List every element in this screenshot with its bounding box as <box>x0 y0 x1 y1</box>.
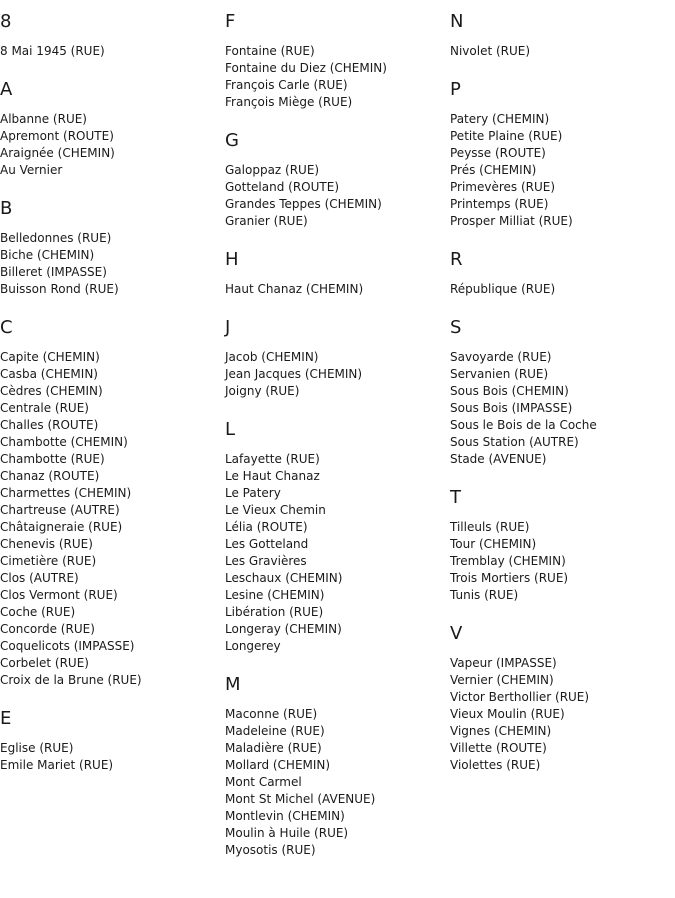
street-list <box>0 111 225 179</box>
section-letter-heading: E <box>0 708 12 729</box>
street-item: Longeray (CHEMIN) <box>225 622 342 636</box>
street-item: Apremont (ROUTE) <box>0 129 114 143</box>
street-item: Nivolet (RUE) <box>450 44 531 58</box>
street-list <box>225 162 450 230</box>
letter-section <box>450 487 675 604</box>
section-letter-heading: 8 <box>0 11 12 32</box>
section-letter-heading: C <box>0 317 13 338</box>
street-item: Joigny (RUE) <box>225 384 300 398</box>
street-item: Savoyarde (RUE) <box>450 350 552 364</box>
street-item: Vapeur (IMPASSE) <box>450 656 557 670</box>
street-item: Lélia (ROUTE) <box>225 520 308 534</box>
street-item: Les Gravières <box>225 554 307 568</box>
street-item: François Miège (RUE) <box>225 95 353 109</box>
section-letter-heading: L <box>225 419 236 440</box>
street-list <box>0 349 225 689</box>
street-item: Peysse (ROUTE) <box>450 146 546 160</box>
street-list <box>450 281 675 298</box>
street-item: Sous le Bois de la Coche <box>450 418 597 432</box>
street-item: Sous Bois (IMPASSE) <box>450 401 573 415</box>
street-item: Chanaz (ROUTE) <box>0 469 100 483</box>
letter-section <box>225 674 450 859</box>
street-list <box>450 349 675 468</box>
section-letter-heading: R <box>450 249 463 270</box>
letter-section <box>0 708 225 774</box>
street-list <box>450 519 675 604</box>
section-letter-heading: M <box>225 674 241 695</box>
street-item: Les Gotteland <box>225 537 309 551</box>
street-item: Emile Mariet (RUE) <box>0 758 114 772</box>
street-item: Tunis (RUE) <box>450 588 519 602</box>
street-item: Tremblay (CHEMIN) <box>450 554 566 568</box>
street-list <box>225 706 450 859</box>
letter-section <box>225 130 450 230</box>
street-item: Cimetière (RUE) <box>0 554 97 568</box>
letter-section <box>225 419 450 655</box>
section-letter-heading: P <box>450 79 461 100</box>
letter-section <box>0 198 225 298</box>
letter-section <box>0 317 225 689</box>
street-item: Madeleine (RUE) <box>225 724 325 738</box>
street-list <box>450 655 675 774</box>
street-item: Sous Station (AUTRE) <box>450 435 579 449</box>
section-letter-heading: F <box>225 11 236 32</box>
section-letter-heading: G <box>225 130 239 151</box>
street-item: Jacob (CHEMIN) <box>225 350 319 364</box>
street-item: Clos Vermont (RUE) <box>0 588 118 602</box>
street-item: Le Vieux Chemin <box>225 503 326 517</box>
street-item: François Carle (RUE) <box>225 78 348 92</box>
street-item: Albanne (RUE) <box>0 112 87 126</box>
street-item: Tour (CHEMIN) <box>450 537 537 551</box>
street-item: Belledonnes (RUE) <box>0 231 112 245</box>
street-item: Chambotte (CHEMIN) <box>0 435 128 449</box>
street-item: Corbelet (RUE) <box>0 656 89 670</box>
street-item: Croix de la Brune (RUE) <box>0 673 142 687</box>
street-item: Patery (CHEMIN) <box>450 112 550 126</box>
letter-section <box>450 79 675 230</box>
street-item: Fontaine du Diez (CHEMIN) <box>225 61 387 75</box>
index-column <box>450 0 675 793</box>
index-column <box>225 0 450 878</box>
street-item: Lafayette (RUE) <box>225 452 320 466</box>
section-letter-heading: H <box>225 249 239 270</box>
street-item: Tilleuls (RUE) <box>450 520 530 534</box>
street-list <box>450 111 675 230</box>
street-item: Violettes (RUE) <box>450 758 541 772</box>
street-item: Prosper Milliat (RUE) <box>450 214 573 228</box>
letter-section <box>450 317 675 468</box>
street-item: Au Vernier <box>0 163 63 177</box>
street-item: Mont Carmel <box>225 775 302 789</box>
street-item: Grandes Teppes (CHEMIN) <box>225 197 382 211</box>
street-item: Victor Berthollier (RUE) <box>450 690 590 704</box>
street-item: Coche (RUE) <box>0 605 76 619</box>
street-item: Eglise (RUE) <box>0 741 74 755</box>
street-item: Chartreuse (AUTRE) <box>0 503 120 517</box>
street-item: Fontaine (RUE) <box>225 44 315 58</box>
street-item: Moulin à Huile (RUE) <box>225 826 349 840</box>
street-item: Coquelicots (IMPASSE) <box>0 639 135 653</box>
street-item: Trois Mortiers (RUE) <box>450 571 569 585</box>
street-item: Mont St Michel (AVENUE) <box>225 792 376 806</box>
street-item: Petite Plaine (RUE) <box>450 129 563 143</box>
street-item: Gotteland (ROUTE) <box>225 180 339 194</box>
street-item: Servanien (RUE) <box>450 367 549 381</box>
section-letter-heading: J <box>225 317 231 338</box>
street-item: Villette (ROUTE) <box>450 741 547 755</box>
street-item: Charmettes (CHEMIN) <box>0 486 132 500</box>
street-item: République (RUE) <box>450 282 556 296</box>
street-list <box>450 43 675 60</box>
street-item: Billeret (IMPASSE) <box>0 265 107 279</box>
street-item: Chenevis (RUE) <box>0 537 93 551</box>
street-item: Vignes (CHEMIN) <box>450 724 552 738</box>
street-item: Challes (ROUTE) <box>0 418 99 432</box>
letter-section <box>0 79 225 179</box>
street-item: Leschaux (CHEMIN) <box>225 571 343 585</box>
street-item: Clos (AUTRE) <box>0 571 79 585</box>
letter-section <box>225 317 450 400</box>
street-item: Châtaigneraie (RUE) <box>0 520 123 534</box>
street-item: Montlevin (CHEMIN) <box>225 809 345 823</box>
street-list <box>0 43 225 60</box>
letter-section <box>450 623 675 774</box>
street-item: Jean Jacques (CHEMIN) <box>225 367 363 381</box>
street-item: Le Haut Chanaz <box>225 469 320 483</box>
letter-section <box>225 11 450 111</box>
street-list <box>225 349 450 400</box>
street-item: Primevères (RUE) <box>450 180 556 194</box>
street-item: Longerey <box>225 639 281 653</box>
street-item: Cèdres (CHEMIN) <box>0 384 103 398</box>
street-item: Mollard (CHEMIN) <box>225 758 331 772</box>
letter-section <box>225 249 450 298</box>
street-list <box>0 230 225 298</box>
street-item: Casba (CHEMIN) <box>0 367 98 381</box>
street-item: Chambotte (RUE) <box>0 452 105 466</box>
street-list <box>0 740 225 774</box>
section-letter-heading: A <box>0 79 13 100</box>
street-list <box>225 43 450 111</box>
street-item: Sous Bois (CHEMIN) <box>450 384 569 398</box>
street-item: Capite (CHEMIN) <box>0 350 100 364</box>
street-item: Myosotis (RUE) <box>225 843 316 857</box>
street-item: Lesine (CHEMIN) <box>225 588 325 602</box>
street-item: Haut Chanaz (CHEMIN) <box>225 282 364 296</box>
street-item: 8 Mai 1945 (RUE) <box>0 44 105 58</box>
street-item: Granier (RUE) <box>225 214 308 228</box>
street-item: Concorde (RUE) <box>0 622 95 636</box>
street-item: Galoppaz (RUE) <box>225 163 320 177</box>
section-letter-heading: B <box>0 198 13 219</box>
street-list <box>225 451 450 655</box>
street-item: Maladière (RUE) <box>225 741 322 755</box>
street-item: Libération (RUE) <box>225 605 324 619</box>
street-item: Vieux Moulin (RUE) <box>450 707 565 721</box>
section-letter-heading: T <box>450 487 461 508</box>
street-item: Vernier (CHEMIN) <box>450 673 554 687</box>
section-letter-heading: V <box>450 623 463 644</box>
street-list <box>225 281 450 298</box>
street-item: Le Patery <box>225 486 281 500</box>
street-item: Stade (AVENUE) <box>450 452 547 466</box>
letter-section <box>450 249 675 298</box>
street-item: Maconne (RUE) <box>225 707 318 721</box>
letter-section <box>450 11 675 60</box>
street-item: Biche (CHEMIN) <box>0 248 95 262</box>
street-item: Prés (CHEMIN) <box>450 163 537 177</box>
street-item: Centrale (RUE) <box>0 401 89 415</box>
section-letter-heading: S <box>450 317 462 338</box>
section-letter-heading: N <box>450 11 464 32</box>
street-item: Printemps (RUE) <box>450 197 549 211</box>
street-item: Araignée (CHEMIN) <box>0 146 115 160</box>
street-item: Buisson Rond (RUE) <box>0 282 119 296</box>
index-column <box>0 0 225 793</box>
letter-section <box>0 11 225 60</box>
